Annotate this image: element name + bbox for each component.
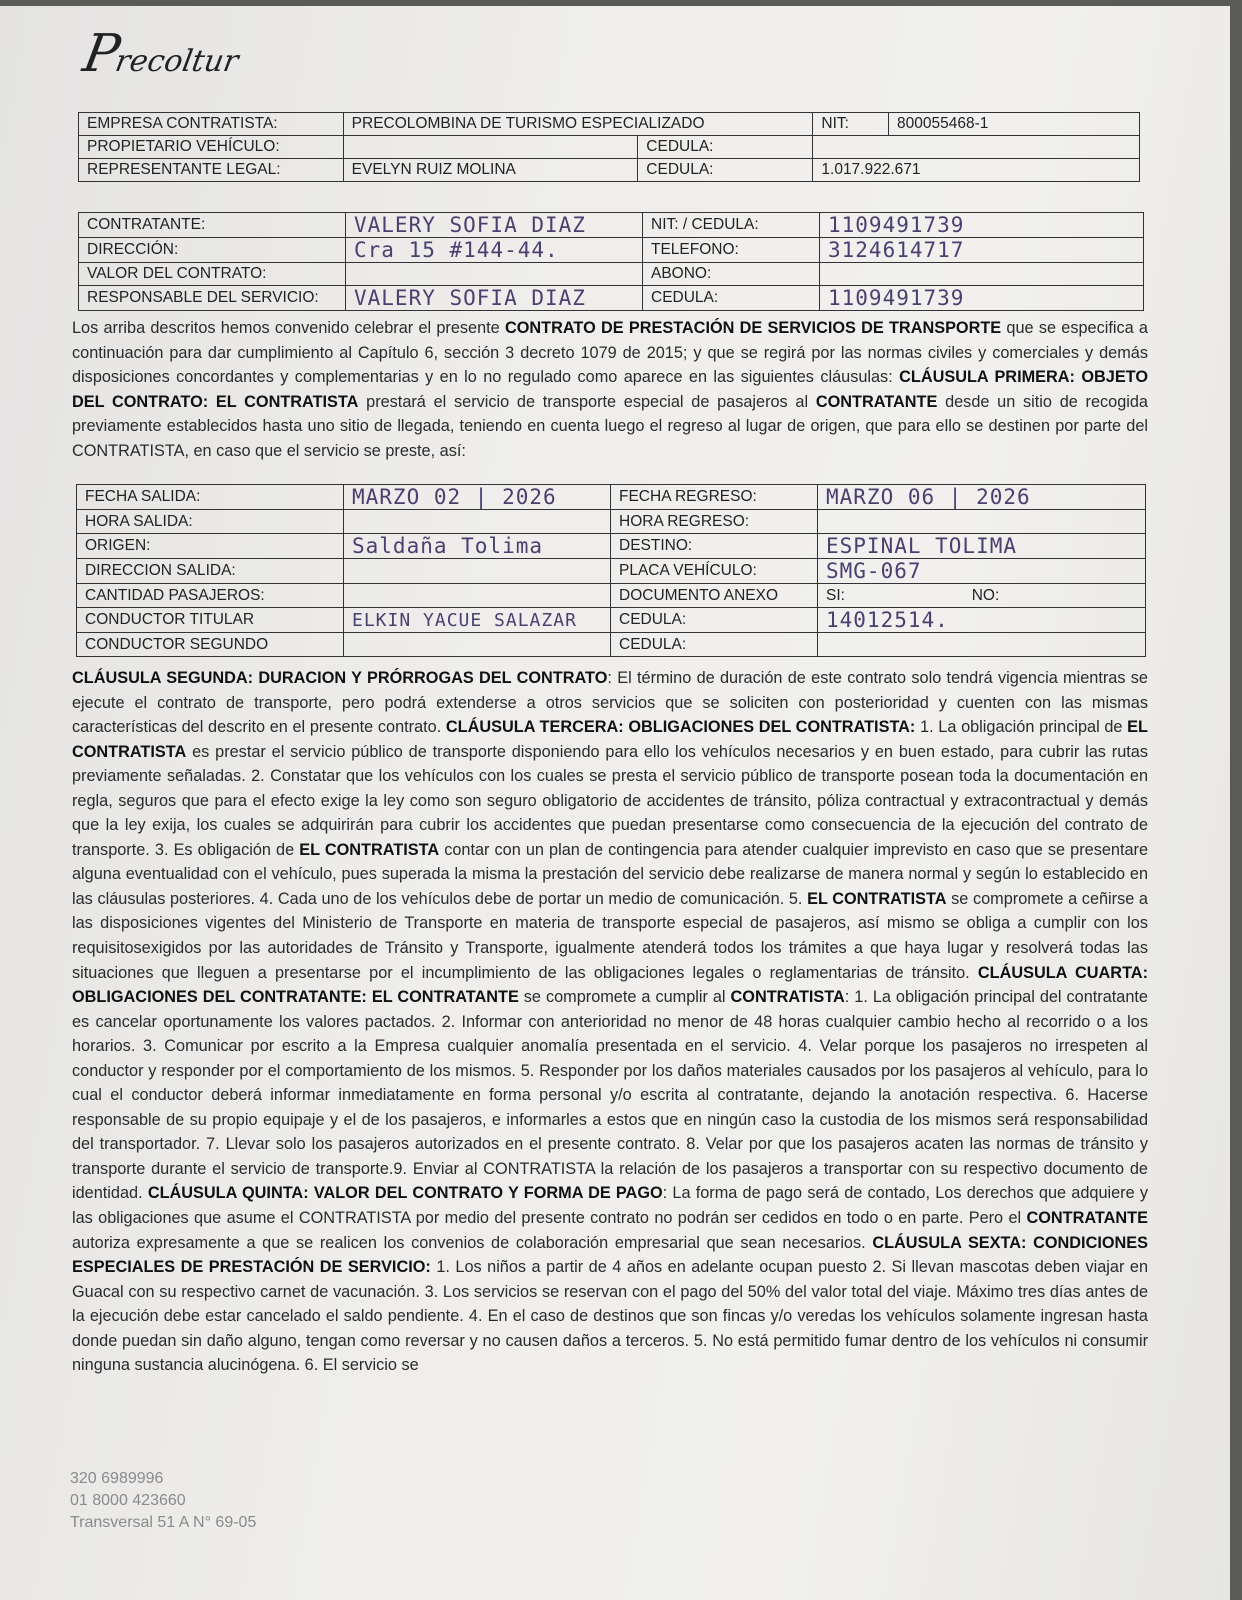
- text-segment: es prestar el servicio público de transporte disponiendo para ello los vehículos necesarios y en buen estado, para cubrir las rutas previamente señaladas. 2. Constatar que los vehículos con los cuales se presta el servicio público de transporte posean toda la documentación en regla, seguros que para el efecto exige la ley como son seguro obligatorio de accidentes de tránsito, póliza contractual y extracontractual y demás que la ley exija, los cuales se adquirirán para cubrir los accidentes que puedan presentarse como consecuencia de la ejecución del contrato de transporte. 3. Es obligación de: [72, 742, 1148, 859]
- text-segment: contar con un plan de contingencia para atender cualquier imprevisto en caso que se presentare alguna eventualidad con el vehículo, pues superada la misma la prestación del servicio debe realizarse de manera normal y según lo establecido en las cláusulas posteriores. 4. Cada uno de los vehículos debe de portar un medio de comunicación. 5.: [72, 840, 1148, 908]
- return-time[interactable]: [818, 510, 1146, 534]
- label: DIRECCIÓN:: [79, 238, 346, 263]
- label: ABONO:: [643, 263, 820, 286]
- bold-text-segment: EL CONTRATISTA: [72, 718, 1148, 761]
- label: VALOR DEL CONTRATO:: [79, 263, 346, 286]
- label: PLACA VEHÍCULO:: [611, 559, 818, 584]
- bold-text-segment: CLÁUSULA SEGUNDA: DURACION Y PRÓRROGAS DEL CONTRATO: [72, 669, 608, 687]
- label: TELEFONO:: [643, 238, 820, 263]
- label: DIRECCION SALIDA:: [77, 559, 344, 584]
- text-segment: Los arriba descritos hemos convenido celebrar el presente: [72, 319, 505, 337]
- label: HORA SALIDA:: [77, 510, 344, 534]
- legal-rep-cedula: 1.017.922.671: [813, 159, 1140, 182]
- destination[interactable]: ESPINAL TOLIMA: [818, 534, 1146, 559]
- deposit[interactable]: [820, 263, 1144, 286]
- label: CEDULA:: [611, 633, 818, 657]
- owner-cedula: [813, 136, 1140, 159]
- bold-text-segment: CLÁUSULA PRIMERA: OBJETO DEL CONTRATO: EL CONTRATISTA: [72, 368, 1148, 411]
- main-driver-cedula[interactable]: 14012514.: [818, 608, 1146, 633]
- contract-page: [0, 6, 1230, 1600]
- footer-toll-free: 01 8000 423660: [70, 1492, 186, 1509]
- departure-address[interactable]: [344, 559, 611, 584]
- text-segment: : El término de duración de este contrato solo tendrá vigencia mientras se ejecute el contrato de transporte, pero podrá extenderse a otros servicios que se soliciten con posterioridad y cuenten con las mismas características del descrito en el presente contrato.: [72, 669, 1148, 737]
- legal-rep: EVELYN RUIZ MOLINA: [343, 159, 638, 182]
- label: CEDULA:: [611, 608, 818, 633]
- precoltur-logo: Precoltur: [78, 24, 242, 84]
- label: RESPONSABLE DEL SERVICIO:: [79, 286, 346, 311]
- return-date[interactable]: MARZO 06 | 2026: [818, 485, 1146, 510]
- text-segment: : 1. La obligación principal del contratante es cancelar oportunamente los valores pactados. 2. Informar con anterioridad no menor de 48 horas cualquier cambio hecho al recorrido o a los horarios. 3. Comunicar por escrito a la Empresa cualquier anomalía presentada en el servicio. 4. Velar porque los pasajeros no irrespeten al conductor y responder por el comportamiento de los mismos. 5. Responder por los daños materiales causados por los pasajeros al vehículo, para lo cual el conductor deberá informar inmediatamente en forma personal y/o escrita al contratante, dejando la anotación respectiva. 6. Hacerse responsable de su propio equipaje y el de los pasajeros, e informarles a estos que en ningún caso la custodia de los mismos será responsabilidad del transportador. 7. Llevar solo los pasajeros autorizados en el presente contrato. 8. Velar por que los pasajeros acaten las normas de tránsito y transporte durante el servicio de transporte.9. Enviar al CONTRATISTA la relación de los pasajeros a transportar con su respectivo documento de identidad.: [72, 988, 1148, 1203]
- bold-text-segment: CLÁUSULA SEXTA: CONDICIONES ESPECIALES DE PRESTACIÓN DE SERVICIO:: [72, 1233, 1148, 1277]
- departure-date[interactable]: MARZO 02 | 2026: [344, 485, 611, 510]
- label: FECHA SALIDA:: [77, 485, 344, 510]
- main-driver[interactable]: ELKIN YACUE SALAZAR: [344, 608, 611, 633]
- label: CONDUCTOR TITULAR: [77, 608, 344, 633]
- label: REPRESENTANTE LEGAL:: [79, 159, 344, 182]
- company-nit: 800055468-1: [889, 113, 1140, 136]
- bold-text-segment: CONTRATANTE: [815, 392, 938, 411]
- text-segment: 1. La obligación principal de: [915, 718, 1128, 737]
- bold-text-segment: EL CONTRATISTA: [807, 889, 947, 908]
- footer-address: Transversal 51 A N° 69-05: [70, 1514, 257, 1531]
- text-segment: se compromete a ceñirse a las disposiciones vigentes del Ministerio de Transporte en materia de transporte especial de pasajeros, así mismo se obliga a cumplir con los requisitosexigidos por las autoridades de Tránsito y Transporte, igualmente atenderá todos los trámites a que haya lugar y resolverá todas las situaciones que lleguen a presentarse por el incumplimiento de las obligaciones legales o reglamentarias de tránsito.: [72, 889, 1148, 982]
- label: CONDUCTOR SEGUNDO: [77, 633, 344, 657]
- annex-no[interactable]: NO:: [964, 584, 1146, 608]
- label: ORIGEN:: [77, 534, 344, 559]
- passenger-count[interactable]: [344, 584, 611, 608]
- label: EMPRESA CONTRATISTA:: [79, 113, 344, 136]
- text-segment: 1. Los niños a partir de 4 años en adelante ocupan puesto 2. Si llevan mascotas deben viajar en Guacal con su respectivo carnet de vacunación. 3. Los servicios se reservan con el pago del 50% del valor total del viaje. Máximo tres días antes de la ejecución debe estar cancelado el saldo pendiente. 4. En el caso de destinos que son fincas y/o veredas los vehículos solamente ingresan hasta donde puedan sin daño alguno, tengan como reversar y no causen daños a terceros. 5. No está permitido fumar dentro de los vehículos ni consumir ninguna sustancia alucinógena. 6. El servicio se: [72, 1258, 1148, 1375]
- clauses-paragraph: [72, 666, 1148, 1378]
- label: CEDULA:: [638, 136, 813, 159]
- responsible-name[interactable]: VALERY SOFIA DIAZ: [346, 286, 643, 311]
- label: CANTIDAD PASAJEROS:: [77, 584, 344, 608]
- text-segment: desde un sitio de recogida previamente establecidos hasta uno sitio de llegada, teniendo en cuenta luego el regreso al lugar de origen, que para ello se destinen por parte del CONTRATISTA, en caso que el servicio se preste, así:: [72, 392, 1148, 460]
- text-segment: se compromete a cumplir al: [518, 988, 731, 1007]
- bold-text-segment: CLÁUSULA TERCERA: OBLIGACIONES DEL CONTRATISTA:: [445, 718, 916, 737]
- label: NIT:: [813, 113, 889, 136]
- bold-text-segment: CONTRATO DE PRESTACIÓN DE SERVICIOS DE TRANSPORTE: [504, 319, 1002, 337]
- text-segment: : La forma de pago será de contado, Los derechos que adquiere y las obligaciones que asume el CONTRATISTA por medio del presente contrato no podrán ser cedidos en todo o en parte. Pero el: [72, 1184, 1149, 1228]
- client-id[interactable]: 1109491739: [820, 213, 1144, 238]
- text-segment: que se especifica a continuación para dar cumplimiento al Capítulo 6, sección 3 decreto 1079 de 2015; y que se regirá por las normas civiles y comerciales y demás disposiciones concordantes y complementarias y en lo no regulado como aparece en las siguientes cláusulas:: [72, 319, 1148, 387]
- footer-contact: [70, 1468, 256, 1534]
- label: HORA REGRESO:: [611, 510, 818, 534]
- label: CEDULA:: [643, 286, 820, 311]
- company-name: PRECOLOMBINA DE TURISMO ESPECIALIZADO: [343, 113, 813, 136]
- responsible-cedula[interactable]: 1109491739: [820, 286, 1144, 311]
- bold-text-segment: CONTRATISTA: [730, 988, 845, 1007]
- annex-yes[interactable]: SI:: [818, 584, 964, 608]
- departure-time[interactable]: [344, 510, 611, 534]
- owner-value: [343, 136, 638, 159]
- label: DOCUMENTO ANEXO: [611, 584, 818, 608]
- contract-value[interactable]: [346, 263, 643, 286]
- text-segment: autoriza expresamente a que se realicen los convenios de colaboración empresarial que sean necesarios.: [72, 1233, 873, 1252]
- footer-phone: 320 6989996: [70, 1470, 164, 1487]
- label: CEDULA:: [638, 159, 813, 182]
- label: CONTRATANTE:: [79, 213, 346, 238]
- bold-text-segment: CLÁUSULA QUINTA: VALOR DEL CONTRATO Y FORMA DE PAGO: [147, 1184, 663, 1203]
- client-table: [78, 212, 1144, 311]
- trip-table: [76, 484, 1146, 657]
- label: FECHA REGRESO:: [611, 485, 818, 510]
- label: NIT: / CEDULA:: [643, 213, 820, 238]
- second-driver[interactable]: [344, 633, 611, 657]
- bold-text-segment: CONTRATANTE: [1026, 1209, 1148, 1228]
- label: PROPIETARIO VEHÍCULO:: [79, 136, 344, 159]
- origin[interactable]: Saldaña Tolima: [344, 534, 611, 559]
- client-phone[interactable]: 3124614717: [820, 238, 1144, 263]
- intro-paragraph: [72, 316, 1148, 463]
- vehicle-plate[interactable]: SMG-067: [818, 559, 1146, 584]
- text-segment: prestará el servicio de transporte especial de pasajeros al: [358, 392, 816, 411]
- client-name[interactable]: VALERY SOFIA DIAZ: [346, 213, 643, 238]
- label: DESTINO:: [611, 534, 818, 559]
- bold-text-segment: CLÁUSULA CUARTA: OBLIGACIONES DEL CONTRATANTE: EL CONTRATANTE: [72, 963, 1148, 1007]
- bold-text-segment: EL CONTRATISTA: [299, 840, 440, 859]
- client-address[interactable]: Cra 15 #144-44.: [346, 238, 643, 263]
- company-table: [78, 112, 1140, 182]
- second-driver-cedula[interactable]: [818, 633, 1146, 657]
